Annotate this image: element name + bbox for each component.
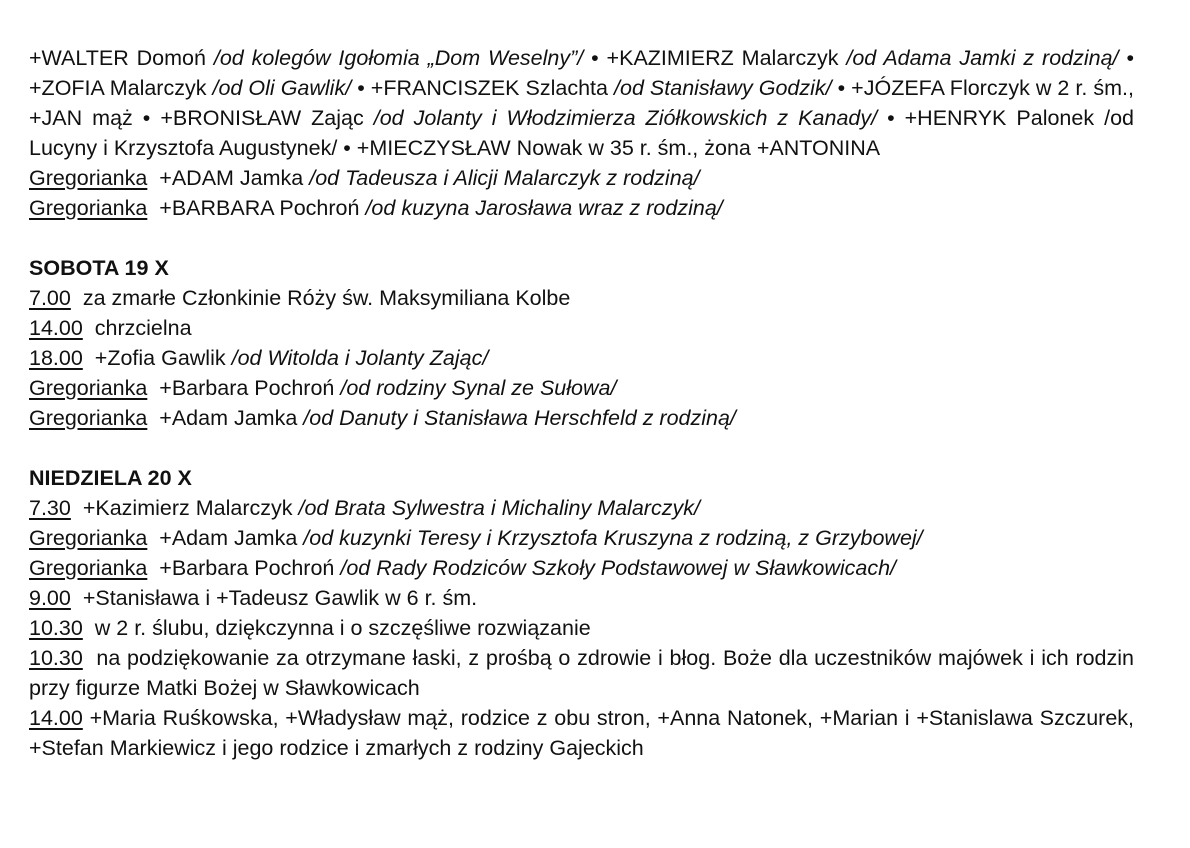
intention-paragraph [29, 643, 1134, 703]
mass-time: Gregorianka [29, 556, 148, 580]
intro-paragraph [29, 43, 1134, 163]
mass-time: 9.00 [29, 586, 71, 610]
mass-time: 18.00 [29, 346, 83, 370]
intention-name: +Kazimierz Malarczyk [82, 496, 293, 520]
intention-note: /od Brata Sylwestra i Michaliny Malarczyk/ [298, 496, 700, 520]
intention-note: /od Danuty i Stanisława Herschfeld z rodziną/ [303, 406, 736, 430]
intention-name: +Adam Jamka [159, 526, 298, 550]
intention-name: +BARBARA Pochroń [159, 196, 360, 220]
mass-time: Gregorianka [29, 526, 148, 550]
intro-seg-1: /od kolegów Igołomia „Dom Weselny”/ [213, 46, 584, 70]
section-gap [29, 223, 1134, 253]
day-heading-sunday: NIEDZIELA 20 X [29, 466, 192, 490]
intention-line [29, 343, 1134, 373]
intro-seg-6: • +FRANCISZEK Szlachta [351, 76, 615, 100]
intention-name: +Zofia Gawlik [94, 346, 226, 370]
intention-line [29, 613, 1134, 643]
intention-text: +Maria Ruśkowska, +Władysław mąż, rodzice z obu stron, +Anna Natonek, +Marian i +Stanislawa Szczurek, +Stefan Markiewicz i jego rodzice i zmarłych z rodziny Gajeckich [29, 706, 1134, 760]
intro-seg-8: • +JÓZEFA Florczyk w 2 r. śm., +JAN mąż • +BRONISŁAW Zając [29, 76, 1134, 130]
intention-name: za zmarłe Członkinie Róży św. Maksymiliana Kolbe [82, 286, 571, 310]
intentions-document [29, 43, 1134, 763]
intro-seg-0: +WALTER Domoń [29, 46, 214, 70]
intention-line [29, 523, 1134, 553]
intention-name: w 2 r. ślubu, dziękczynna i o szczęśliwe rozwiązanie [94, 616, 591, 640]
intention-line [29, 493, 1134, 523]
intention-line [29, 193, 1134, 223]
section-gap [29, 433, 1134, 463]
intention-line [29, 583, 1134, 613]
intention-line [29, 283, 1134, 313]
intention-line [29, 553, 1134, 583]
mass-time: 7.30 [29, 496, 71, 520]
intention-line [29, 313, 1134, 343]
intention-line [29, 373, 1134, 403]
mass-time: 10.30 [29, 616, 83, 640]
intention-note: /od rodziny Synal ze Sułowa/ [340, 376, 617, 400]
intention-note: /od Tadeusza i Alicji Malarczyk z rodziną/ [309, 166, 700, 190]
intro-seg-4: • +ZOFIA Malarczyk [29, 46, 1134, 100]
mass-time: 7.00 [29, 286, 71, 310]
intro-seg-2: • +KAZIMIERZ Malarczyk [583, 46, 847, 70]
mass-time: 10.30 [29, 646, 83, 670]
day-heading-saturday: SOBOTA 19 X [29, 256, 169, 280]
intro-seg-3: /od Adama Jamki z rodziną/ [846, 46, 1119, 70]
intro-seg-10: • +HENRYK Palonek /od Lucyny i Krzysztofa Augustynek/ • +MIECZYSŁAW Nowak w 35 r. śm., żona +ANTONINA [29, 106, 1134, 160]
intro-seg-5: /od Oli Gawlik/ [212, 76, 352, 100]
intention-paragraph [29, 703, 1134, 763]
intention-name: +Barbara Pochroń [159, 556, 335, 580]
intention-note: /od kuzynki Teresy i Krzysztofa Kruszyna z rodziną, z Grzybowej/ [303, 526, 923, 550]
intention-name: +Barbara Pochroń [159, 376, 335, 400]
mass-time: 14.00 [29, 316, 83, 340]
intention-name: chrzcielna [94, 316, 192, 340]
intention-name: +Adam Jamka [159, 406, 298, 430]
intention-note: /od Witolda i Jolanty Zając/ [231, 346, 489, 370]
mass-time: Gregorianka [29, 406, 148, 430]
intention-line [29, 403, 1134, 433]
intention-line [29, 163, 1134, 193]
intention-note: /od Rady Rodziców Szkoły Podstawowej w Sławkowicach/ [340, 556, 897, 580]
intention-name: +ADAM Jamka [159, 166, 304, 190]
intro-seg-7: /od Stanisławy Godzik/ [614, 76, 832, 100]
mass-time: Gregorianka [29, 196, 148, 220]
mass-time: Gregorianka [29, 166, 148, 190]
intention-note: /od kuzyna Jarosława wraz z rodziną/ [365, 196, 723, 220]
mass-time: Gregorianka [29, 376, 148, 400]
mass-time: 14.00 [29, 706, 83, 730]
intention-text: na podziękowanie za otrzymane łaski, z prośbą o zdrowie i błog. Boże dla uczestników majówek i ich rodzin przy figurze Matki Bożej w Sławkowicach [29, 646, 1134, 700]
intro-seg-9: /od Jolanty i Włodzimierza Ziółkowskich z Kanady/ [373, 106, 878, 130]
intention-name: +Stanisława i +Tadeusz Gawlik w 6 r. śm. [82, 586, 478, 610]
